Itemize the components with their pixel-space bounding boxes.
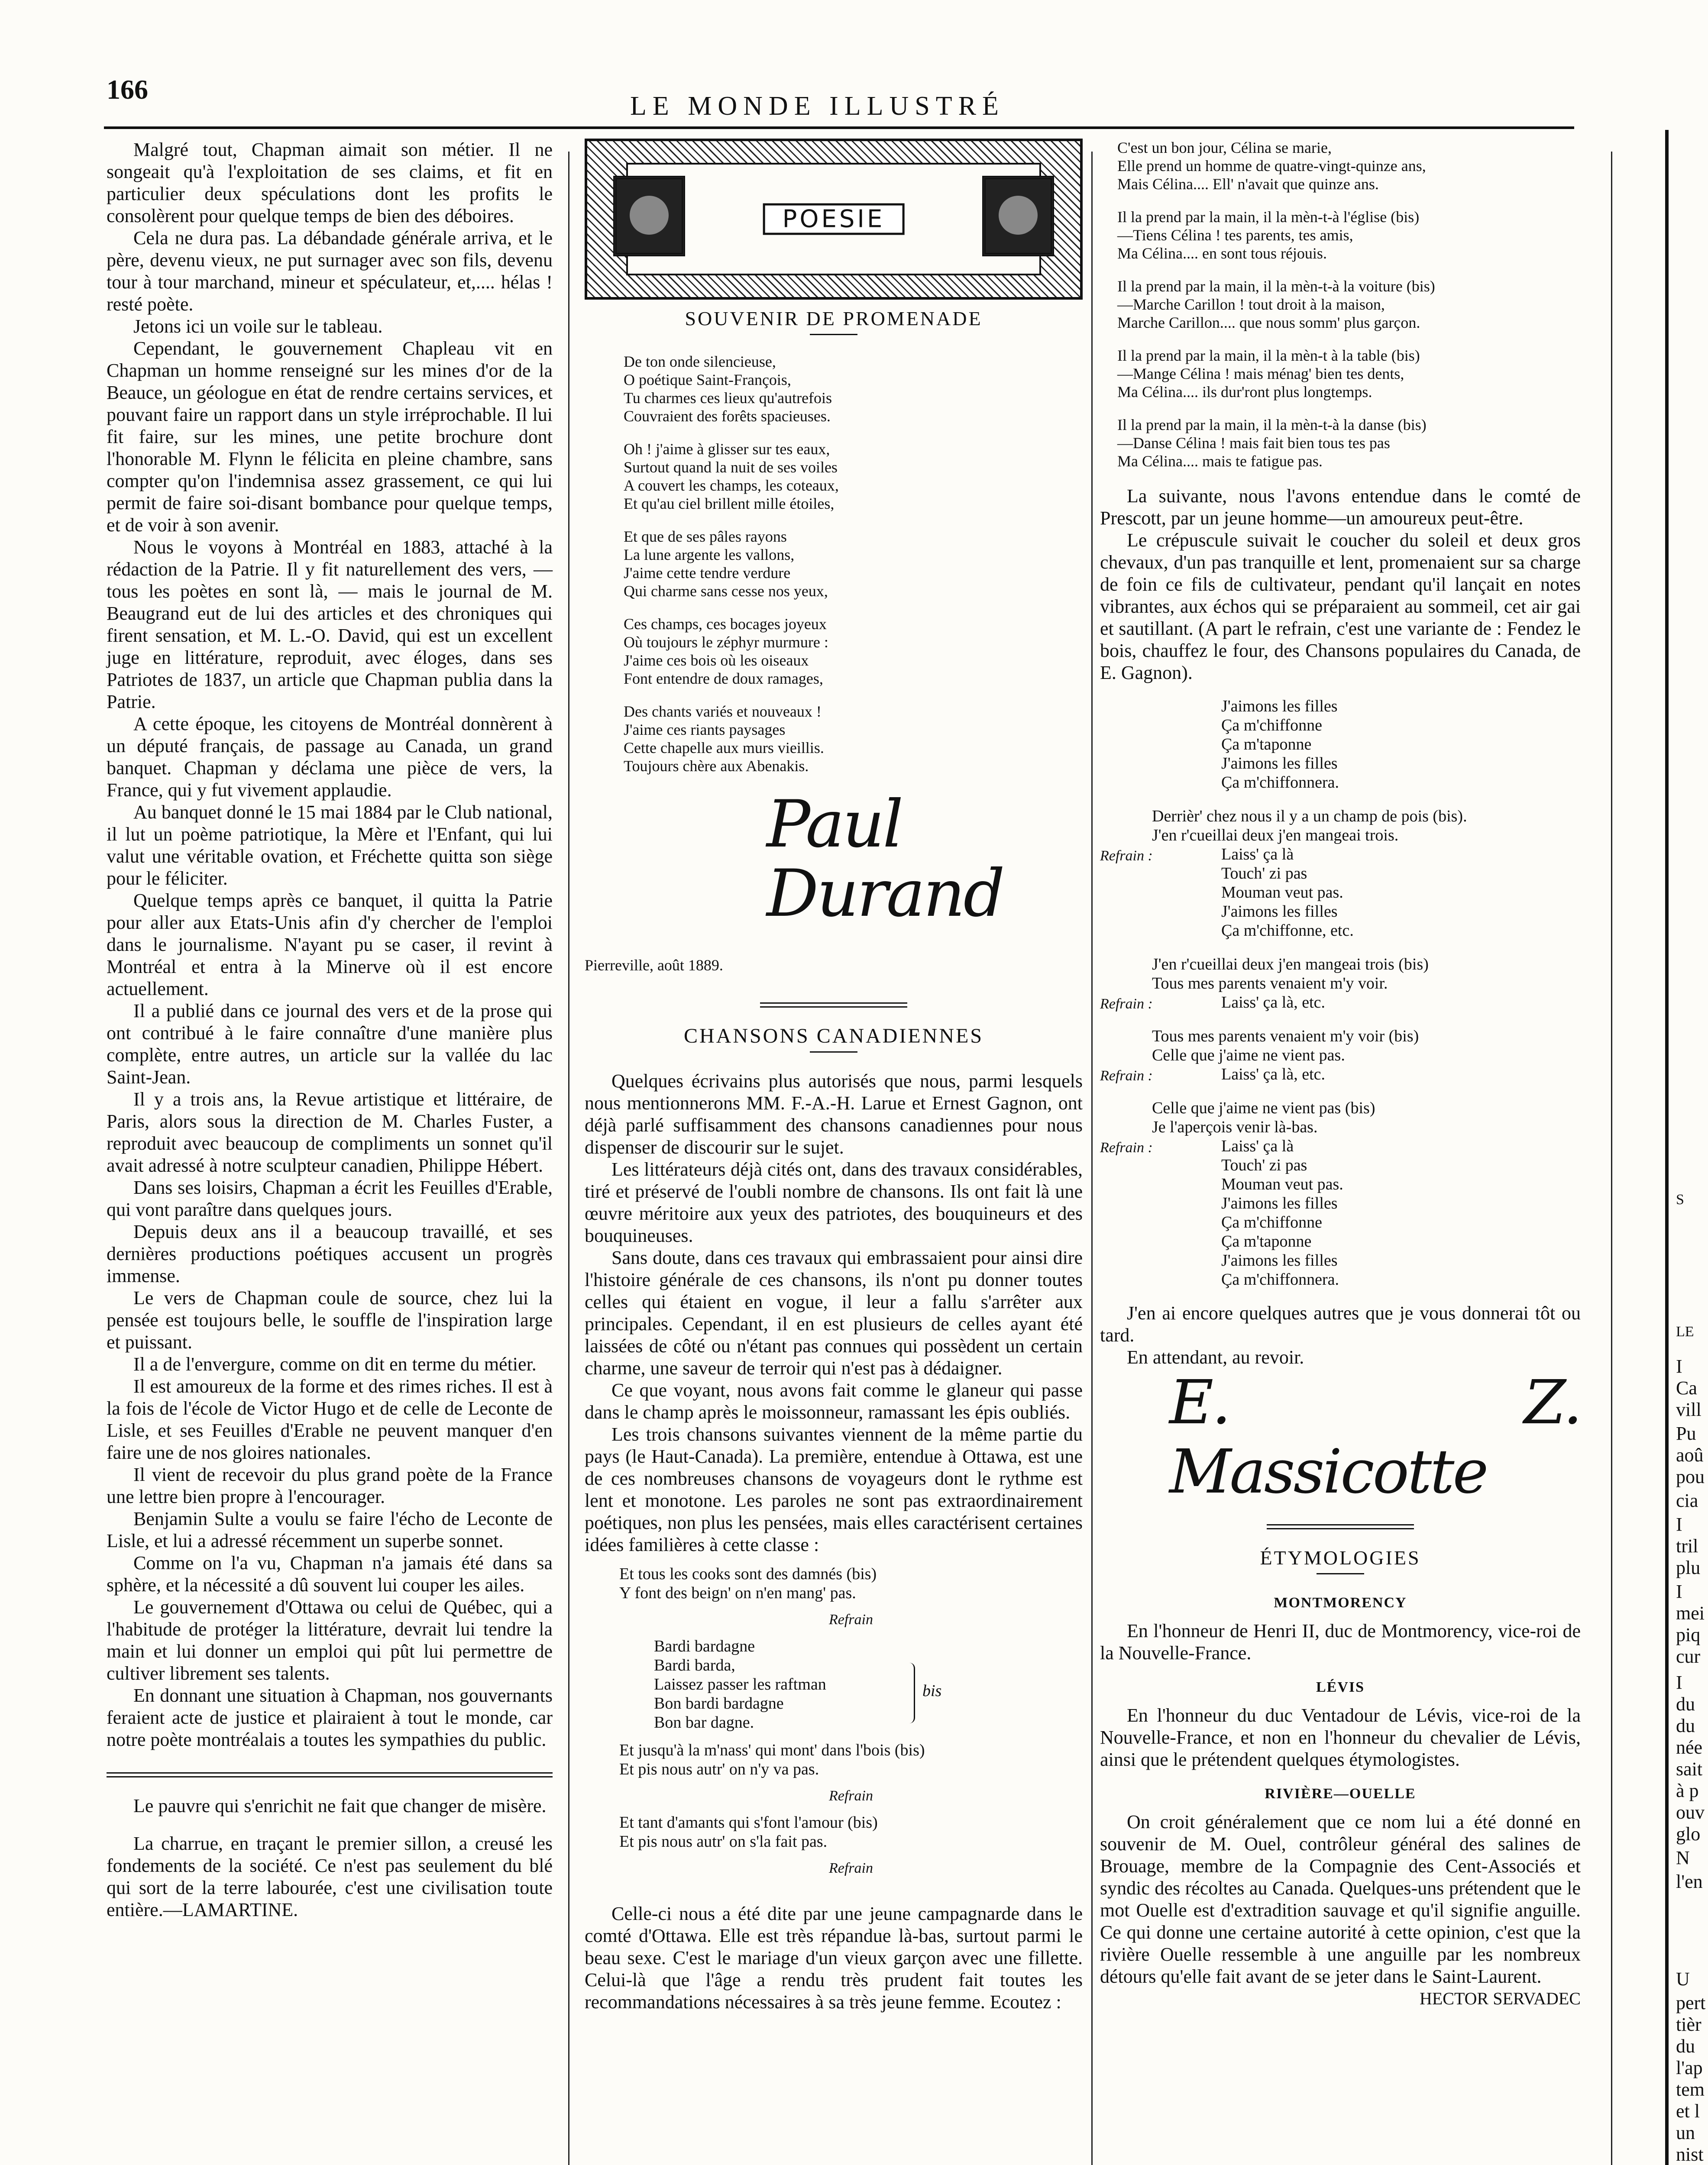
refrain-line: Touch' zi pas [1221,1156,1307,1174]
fragment-text: plu [1676,1557,1701,1578]
poem-line: J'aime ces riants paysages [624,721,786,738]
poem-stanza [624,352,1083,425]
refrain-label: Refrain : [1100,1140,1153,1156]
paragraph: Il a de l'envergure, comme on dit en terme du métier. [133,1354,537,1375]
song-stanza [1117,208,1581,262]
fragment-text: l'ap [1676,2057,1703,2078]
paragraph: Comme on l'a vu, Chapman n'a jamais été dans sa sphère, et la nécessité a dû souvent lui couper les ailes. [107,1552,553,1596]
page-edge-rule [1665,130,1669,2165]
song-refrain [1100,993,1581,1012]
fragment-text: à p [1676,1780,1699,1801]
poem-line: Font entendre de doux ramages, [624,670,823,687]
song-cooks [585,1564,1083,1879]
column-rule-1 [568,152,569,2165]
song-line: —Danse Célina ! mais fait bien tous tes pas [1117,434,1390,452]
refrain-line: J'aimons les filles [1221,902,1338,921]
fragment-text: tril [1676,1535,1698,1557]
song-line: Il la prend par la main, il la mèn-t-à l'église (bis) [1117,208,1420,226]
paragraph: Cela ne dura pas. La débandade générale arriva, et le père, devenu vieux, ne put surnager avec son fils, devenu tour à tour marchand, mineur et spéculateur, et,.... hélas ! resté poète. [107,227,553,315]
fragment-text: vill [1676,1399,1702,1420]
refrain-line: Mouman veut pas. [1221,883,1343,902]
paragraph: Dans ses loisirs, Chapman a écrit les Feuilles d'Erable, qui vont paraître dans quelques jours. [107,1177,553,1220]
fragment-text: piq [1676,1624,1701,1645]
title-rule [1317,1573,1364,1574]
poem-line: Qui charme sans cesse nos yeux, [624,582,828,600]
article-chapman [107,139,553,1751]
refrain-label: Refrain : [1100,848,1153,864]
refrain-line: Ça m'chiffonnera. [1221,1270,1339,1289]
section-title: CHANSONS CANADIENNES [683,1024,984,1047]
song-line: Tous mes parents venaient m'y voir. [1152,974,1388,992]
refrain-line: Laiss' ça là [1221,845,1294,863]
poem-stanza [624,440,1083,513]
refrain-line: Bon bardi bardagne [654,1694,784,1713]
song-line: Elle prend un homme de quatre-vingt-quinze ans, [1117,157,1426,174]
etymologies [1100,1592,1581,1987]
fragment-text: mei [1676,1603,1705,1624]
column-rule-2 [1091,152,1093,2165]
song-stanza [1117,139,1581,193]
refrain-line: J'aimons les filles [1221,1194,1338,1212]
closing-1: J'en ai encore quelques autres que je vous donnerai tôt ou tard. [1100,1302,1581,1346]
refrain-line: Laiss' ça là, etc. [1221,1065,1326,1083]
etym-text: En l'honneur de Henri II, duc de Montmorency, vice-roi de la Nouvelle-France. [1100,1620,1581,1664]
refrain-label: Refrain [829,1788,873,1804]
chansons-intro [585,1070,1083,1556]
maxim-lamartine [107,1832,553,1921]
etym-author: HECTOR SERVADEC [1419,1989,1581,2008]
paragraph: Quelque temps après ce banquet, il quitta la Patrie pour aller aux Etats-Unis afin d'y chercher de l'emploi dans le journalisme. N'ayant pu se caser, il revint à Montréal et entra à la Minerve où il est encore actuellement. [107,890,553,999]
refrain-line: Ça m'chiffonne, etc. [1221,921,1354,940]
song-line: J'aimons les filles [1221,697,1338,715]
song-verse [1100,1027,1581,1065]
song-line: Celle que j'aime ne vient pas (bis) [1152,1099,1375,1117]
fragment-text: LE [1676,1324,1694,1340]
song-line: Il la prend par la main, il la mèn-t-à la danse (bis) [1117,416,1427,433]
song-line: Et pis nous autr' on s'la fait pas. [619,1832,828,1851]
poem-line: J'aime ces bois où les oiseaux [624,652,809,669]
paragraph: A cette époque, les citoyens de Montréal donnèrent à un député français, de passage au Canada, un grand banquet. Chapman y déclama une pièce de vers, la France, qui y fut vivement applaudie. [107,713,553,801]
song-line: J'en r'cueillai deux j'en mangeai trois. [1152,826,1399,844]
song-line: Et jusqu'à la m'nass' qui mont' dans l'bois (bis) [619,1741,925,1759]
bis-label: bis [922,1682,942,1700]
song-line: Il la prend par la main, il la mèn-t à la table (bis) [1117,347,1420,364]
paragraph: Ce que voyant, nous avons fait comme le glaneur qui passe dans le champ après le moissonneur, ramassant les épis oubliés. [585,1380,1083,1423]
refrain-line: Bardi barda, [654,1656,735,1674]
refrain-line: Ça m'taponne [1221,1232,1312,1251]
song-block [1100,955,1581,1012]
song-stanza [1117,277,1581,332]
poem-line: Toujours chère aux Abenakis. [624,757,809,775]
header-rule [104,126,1574,129]
poem-line: Surtout quand la nuit de ses voiles [624,459,838,476]
after-song: Celle-ci nous a été dite par une jeune campagnarde dans le comté d'Ottawa. Elle est très répandue là-bas, surtout parmi le beau sexe. C'est le mariage d'un vieux garçon avec une fillette. Celui-là que l'âge a rendu très prudent fait toutes les recommandations nécessaires à sa très jeune femme. Ecoutez : [585,1903,1083,2013]
brace [909,1663,915,1723]
song-block [1100,1099,1581,1289]
column-3 [1100,139,1581,2010]
paragraph: Il y a trois ans, la Revue artistique et littéraire, de Paris, alors sous la direction de M. Charles Fuster, a reproduit avec beaucoup de compliments un sonnet qu'il avait adressé à notre sculpteur canadien, Philippe Hébert. [107,1089,553,1176]
poem-line: Des chants variés et nouveaux ! [624,703,822,720]
refrain-line: Bardi bardagne [654,1637,755,1655]
fragment-text: Pu [1676,1423,1696,1444]
page-title: LE MONDE ILLUSTRÉ [630,91,1005,121]
fragment-text: N [1676,1847,1690,1868]
refrain-line: J'aimons les filles [1221,1251,1338,1270]
song-line: Ma Célina.... mais te fatigue pas. [1117,452,1323,470]
paragraph: Jetons ici un voile sur le tableau. [133,316,383,337]
song-line: Ma Célina.... ils dur'ront plus longtemps. [1117,383,1372,401]
refrain-line: Touch' zi pas [1221,864,1307,882]
song-line: Ça m'chiffonnera. [1221,773,1339,792]
paragraph: Malgré tout, Chapman aimait son métier. Il ne songeait qu'à l'exploitation de ses claims, et fit en particulier deux spéculations dont les profits le consolèrent pour quelque temps de bien des déboires. [107,139,553,226]
title-rule [810,1051,857,1053]
separator [107,1772,553,1777]
song-block [1100,1027,1581,1084]
song-line: —Tiens Célina ! tes parents, tes amis, [1117,226,1353,244]
song-line: Tous mes parents venaient m'y voir (bis) [1152,1027,1419,1045]
song-verse [1100,955,1581,993]
refrain-line: Ça m'chiffonne [1221,1213,1323,1231]
paragraph: Au banquet donné le 15 mai 1884 par le Club national, il lut un poème patriotique, la Mère et l'Enfant, qui lui valut une véritable ovation, et Fréchette quitta son siège pour le féliciter. [107,801,553,889]
song-refrain [1100,1065,1581,1084]
song-line: Ma Célina.... en sont tous réjouis. [1117,245,1327,262]
song-line: Derrièr' chez nous il y a un champ de pois (bis). [1152,807,1467,825]
fragment-text: glo [1676,1823,1701,1845]
song-line: —Marche Carillon ! tout droit à la maison, [1117,296,1385,313]
fragment-text: I [1676,1356,1682,1377]
song-line: —Mange Célina ! mais ménag' bien tes dents, [1117,365,1404,382]
etym-head: RIVIÈRE—OUELLE [1265,1786,1416,1802]
refrain-label: Refrain : [1100,996,1153,1012]
fragment-text: tem [1676,2079,1705,2100]
fragment-text: U [1676,1968,1690,1990]
paragraph: Les trois chansons suivantes viennent de la même partie du pays (le Haut-Canada). La première, entendue à Ottawa, est une de ces nombreuses chansons de voyageurs dont le rythme est lent et monotone. Les paroles ne sont pas extraordinairement poétiques, non plus les pensées, mais elles caractérisent certaines idées familières à cette classe : [585,1424,1083,1555]
column-1 [107,139,553,1921]
etym-head: LÉVIS [1316,1679,1365,1695]
poem-line: Cette chapelle aux murs vieillis. [624,739,824,756]
place-date: Pierreville, août 1889. [585,956,723,974]
poesie-banner [585,139,1083,300]
banner-ornament-right [982,176,1054,256]
refrain-line: Laissez passer les raftman [654,1675,826,1693]
poem-line: Couvraient des forêts spacieuses. [624,407,831,425]
fragment-text: née [1676,1737,1703,1758]
intro-prescott: La suivante, nous l'avons entendue dans le comté de Prescott, par un jeune homme—un amoureux peut-être. [1100,485,1581,529]
paragraph: Depuis deux ans il a beaucoup travaillé, et ses dernières productions poétiques accusent un progrès immense. [107,1221,553,1286]
poem-line: De ton onde silencieuse, [624,353,776,370]
paragraph: Il est amoureux de la forme et des rimes riches. Il est à la fois de l'école de Victor Hugo et de celle de Leconte de Lisle, et ses Feuilles d'Erable ne peuvent manquer d'en faire une de nos gloires nationales. [107,1376,553,1463]
song-line: Celle que j'aime ne vient pas. [1152,1046,1345,1064]
page-number: 166 [107,74,148,105]
poem-line: La lune argente les vallons, [624,546,795,563]
poem-line: Ces champs, ces bocages joyeux [624,615,827,633]
paragraph: Il a publié dans ce journal des vers et de la prose qui ont contribué à le faire connaître d'une manière plus complète, entre autres, un article sur la vallée du lac Saint-Jean. [107,1000,553,1088]
column-rule-3 [1611,152,1612,2165]
fragment-text: I [1676,1581,1682,1602]
poem-stanza [624,702,1083,775]
song-stanza [1117,416,1581,470]
fragment-text: pou [1676,1466,1705,1487]
poem-souvenir [585,352,1083,775]
song-stanza [1117,346,1581,401]
paragraph: Cependant, le gouvernement Chapleau vit en Chapman un homme renseigné sur les mines d'or de la Beauce, un géologue en état de rendre certains services, et pouvant faire un rapport dans un style irréprochable. Il lui fit faire, sur les mines, une petite brochure dont l'honorable M. Flynn le félicita en pleine chambre, sans compter qu'on l'indemnisa assez grassement, ce qui lui permit de faire soi-disant bombance pour quelque temps, et de voir à son avenir. [107,338,553,536]
song-line: Et pis nous autr' on n'y va pas. [619,1760,819,1778]
poem-stanza [624,527,1083,600]
fragment-text: Ca [1676,1377,1697,1399]
separator [760,1002,907,1008]
maxim: Le pauvre qui s'enrichit ne fait que changer de misère. [133,1795,547,1816]
closing-2: En attendant, au revoir. [1127,1347,1304,1368]
song-line: Mais Célina.... Ell' n'avait que quinze ans. [1117,175,1379,193]
poem-line: A couvert les champs, les coteaux, [624,477,839,494]
paragraph: Quelques écrivains plus autorisés que nous, parmi lesquels nous mentionnerons MM. F.-A.-H. Larue et Ernest Gagnon, ont déjà parlé suffisamment des chansons canadiennes pour nous dispenser de discourir sur le sujet. [585,1070,1083,1158]
separator [1267,1524,1414,1529]
song-verse [1100,1099,1581,1137]
etym-head: MONTMORENCY [1274,1595,1407,1611]
song-line: J'en r'cueillai deux j'en mangeai trois (bis) [1152,955,1429,973]
poem-title: SOUVENIR DE PROMENADE [685,307,983,330]
refrain-line: Mouman veut pas. [1221,1175,1343,1193]
fragment-text: du [1676,1715,1695,1736]
fragment-text: I [1676,1514,1682,1535]
maxim-text: La charrue, en traçant le premier sillon, a creusé les fondements de la société. Ce n'est pas seulement du blé qui sort de la terre labourée, c'est une civilisation toute entière. [107,1833,553,1920]
song-refrain [619,1637,1083,1732]
paragraph: Benjamin Sulte a voulu se faire l'écho de Leconte de Lisle, et lui a adressé récemment un superbe sonnet. [107,1508,553,1551]
song-line: J'aimons les filles [1221,754,1338,772]
poem-line: Où toujours le zéphyr murmure : [624,633,828,651]
fragment-text: aoû [1676,1444,1704,1466]
poem-stanza [624,615,1083,688]
song-jaimons [1100,697,1581,1289]
fragment-text: du [1676,2036,1695,2057]
fragment-text: cur [1676,1646,1701,1667]
paragraph: Le gouvernement d'Ottawa ou celui de Québec, qui a l'habitude de protéger la littérature, devrait lui tendre la main et lui donner un emploi qui pût lui permettre de cultiver librement ses talents. [107,1596,553,1684]
fragment-text: I [1676,1672,1682,1693]
fragment-text: tièr [1676,2014,1702,2035]
song-line: Et tous les cooks sont des damnés (bis) [619,1565,877,1583]
paragraph: En donnant une situation à Chapman, nos gouvernants feraient acte de justice et plairaient à tout le monde, car notre poète montréalais a toutes les sympathies du public. [107,1685,553,1750]
banner-ornament-left [613,176,685,256]
refrain-line: Laiss' ça là [1221,1137,1294,1155]
signature-paul-durand: Paul Durand [767,787,1003,931]
song-line: Il la prend par la main, il la mèn-t-à la voiture (bis) [1117,278,1435,295]
paragraph: Le vers de Chapman coule de source, chez lui la pensée est toujours belle, le souffle de l'inspiration large et puissant. [107,1287,553,1353]
song-line: Marche Carillon.... que nous somm' plus garçon. [1117,314,1420,331]
paragraph: Les littérateurs déjà cités ont, dans des travaux considérables, tiré et préservé de l'oubli nombre de chansons. Ils ont fait là une œuvre méritoire aux yeux des patriotes, des bouquineurs et des bouquineuses. [585,1159,1083,1246]
refrain-label: Refrain [829,1860,873,1876]
etym-text: En l'honneur du duc Ventadour de Lévis, vice-roi de la Nouvelle-France, et non en l'honneur du chevalier de Lévis, ainsi que le prétendent quelques étymologistes. [1100,1705,1581,1770]
paragraph: Sans doute, dans ces travaux qui embrassaient pour ainsi dire l'histoire générale de ces chansons, ils n'ont pu donner toutes celles qui étaient en vogue, il leur a fallu s'arrêter aux principales. Cependant, il en est plusieurs de celles ayant été laissées de côté ou n'étant pas connues qui possèdent un certain charme, une saveur de terroir qui n'est pas à dédaigner. [585,1247,1083,1379]
paragraph: Nous le voyons à Montréal en 1883, attaché à la rédaction de la Patrie. Il y fit naturellement des vers, — tous les poètes en sont là, — mais le journal de M. Beaugrand eut de lui des articles et des chroniques qui firent sensation, et M. L.-O. David, qui est un excellent juge en littérature, reproduit, avec éloges, dans ses Patriotes de 1837, un article que Chapman publia dans la Patrie. [107,536,553,712]
fragment-text: un [1676,2122,1695,2143]
song-refrain [1100,1137,1581,1289]
song-line: C'est un bon jour, Célina se marie, [1117,139,1332,156]
song-block [1100,807,1581,940]
poem-line: Oh ! j'aime à glisser sur tes eaux, [624,440,830,458]
fragment-text: l'en [1676,1871,1703,1892]
song-line: Ça m'chiffonne [1221,716,1323,734]
fragment-text: sait [1676,1758,1703,1780]
song-verse [1100,807,1581,845]
poem-line: O poétique Saint-François, [624,371,791,388]
song-celina [1100,139,1581,470]
refrain-line: Laiss' ça là, etc. [1221,993,1326,1011]
etym-text: On croit généralement que ce nom lui a été donné en souvenir de M. Ouel, contrôleur général des salines de Brouage, membre de la Compagnie des Cent-Associés et syndic des récoltes au Canada. Quelques-uns prétendent que le mot Ouelle est d'extradition sauvage et qu'il signifie anguille. Ce qui donne une certaine autorité à cette opinion, c'est que la rivière Ouelle ressemble à une anguille par les nombreux détours qu'elle fait avant de se jeter dans le Saint-Laurent. [1100,1811,1581,1987]
banner-label: POESIE [763,204,905,235]
song-line: Ça m'taponne [1221,735,1312,753]
column-2 [585,139,1083,2013]
fragment-text: pert [1676,1992,1706,2013]
poem-line: Et qu'au ciel brillent mille étoiles, [624,495,835,512]
fragment-text: S [1676,1192,1684,1208]
signature-massicotte: E. Z. Massicotte [1169,1367,1581,1507]
refrain-label: Refrain [829,1612,873,1628]
title-rule [810,334,857,335]
fragment-text: nist [1676,2144,1704,2165]
crepuscule: Le crépuscule suivait le coucher du soleil et deux gros chevaux, d'un pas tranquille et lent, promenaient sur sa charge de foin ce fils de cultivateur, pendant qu'il lançait en notes vibrantes, aux échos qui se préparaient au sommeil, cet air gai et sautillant. (A part le refrain, c'est une variante de : Fendez le bois, chauffez le four, des Chansons populaires du Canada, de E. Gagnon). [1100,530,1581,683]
fragment-text: cia [1676,1490,1698,1511]
song-line: Y font des beign' on n'en mang' pas. [619,1584,856,1602]
song-line: Et tant d'amants qui s'font l'amour (bis) [619,1813,878,1832]
song-intro [1100,697,1581,792]
poem-line: Et que de ses pâles rayons [624,528,787,545]
fragment-text: ouv [1676,1802,1705,1823]
song-refrain [1100,845,1581,940]
fragment-text: et l [1676,2100,1700,2122]
paragraph: Il vient de recevoir du plus grand poète de la France une lettre bien propre à l'encourager. [107,1464,553,1507]
refrain-line: Bon bar dagne. [654,1713,754,1732]
poem-line: J'aime cette tendre verdure [624,564,791,582]
song-line: Je l'aperçois venir là-bas. [1152,1118,1318,1136]
maxim-author: —LAMARTINE. [163,1899,298,1920]
etym-title: ÉTYMOLOGIES [1260,1547,1421,1569]
fragment-text: du [1676,1693,1695,1715]
poem-line: Tu charmes ces lieux qu'autrefois [624,389,832,407]
refrain-label: Refrain : [1100,1068,1153,1084]
